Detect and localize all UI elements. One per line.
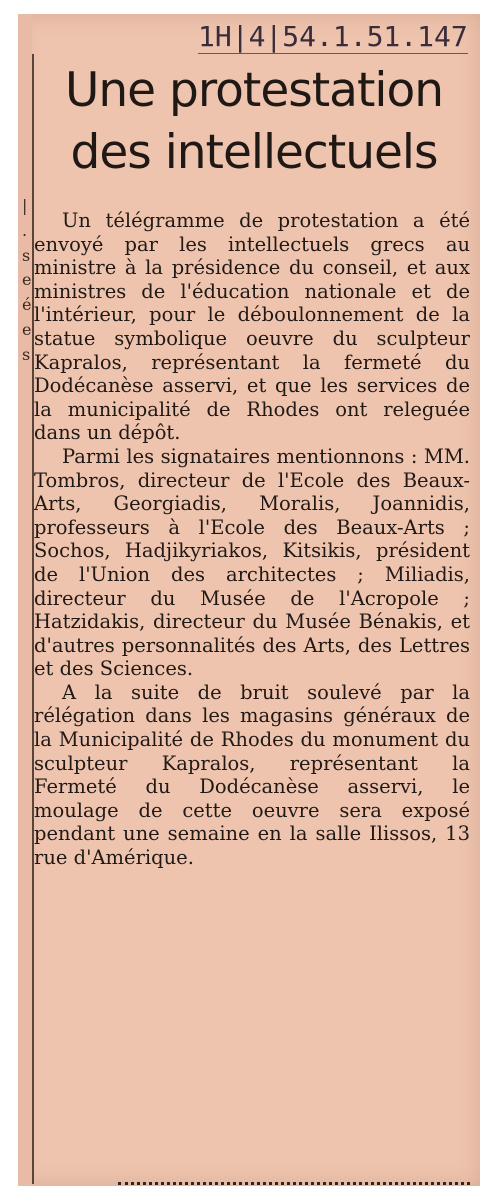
- margin-mark: e: [22, 270, 32, 290]
- newspaper-clipping: [18, 14, 480, 1186]
- margin-mark: .: [22, 220, 28, 240]
- margin-mark: é: [22, 295, 32, 315]
- bottom-dotted-rule: [118, 1182, 470, 1185]
- article-body: [34, 209, 470, 870]
- margin-mark: s: [22, 245, 31, 265]
- article-paragraph: Parmi les signataires mentionnons : MM. Tombros, directeur de l'Ecole des Beaux-Arts, Georgiadis, Moralis, Joannidis, professeurs à l'Ecole des Beaux-Arts ; Sochos, Hadjikyriakos, Kitsikis, président de l'Union des architectes ; Miliadis, directeur du Musée de l'Acropole ; Hatzidakis, directeur du Musée Bénakis, et d'autres personnalités des Arts, des Lettres et des Sciences.: [34, 444, 470, 681]
- margin-mark: s: [22, 344, 31, 364]
- handwritten-reference-number: 1H|4|54.1.51.147: [198, 20, 468, 53]
- margin-mark: |: [22, 196, 28, 215]
- article-headline: Une protestation des intellectuels: [64, 63, 443, 180]
- article-paragraph: Un télégramme de protestation a été envoyé par les intellectuels grecs au ministre à la présidence du conseil, et aux ministres de l'éducation nationale et de l'intérieur, pour le déboulonnement de la statue symbolique oeuvre du sculpteur Kapralos, représentant la fermeté du Dodécanèse asservi, et que les services de la municipalité de Rhodes ont releguée dans un dépôt.: [34, 209, 470, 445]
- adjacent-column-fragments: [22, 194, 31, 368]
- article-paragraph: A la suite de bruit soulevé par la rélégation dans les magasins généraux de la Municipalité de Rhodes du monument du sculpteur Kapralos, représentant la Fermeté du Dodécanèse asservi, le moulage de cette oeuvre sera exposé pendant une semaine en la salle Ilissos, 13 rue d'Amérique.: [34, 680, 470, 870]
- adjacent-column-strip: [18, 14, 32, 1186]
- margin-mark: e: [22, 319, 32, 339]
